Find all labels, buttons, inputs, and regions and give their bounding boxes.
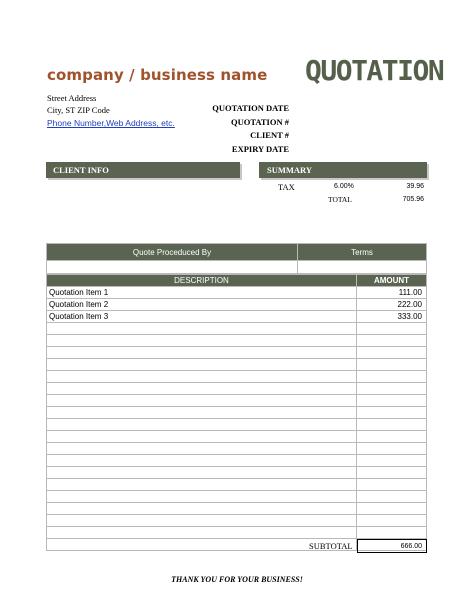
terms-value[interactable]	[298, 261, 427, 274]
item-description	[47, 467, 357, 479]
thank-you-message: THANK YOU FOR YOUR BUSINESS!	[171, 575, 303, 584]
item-amount	[357, 407, 427, 419]
item-amount	[357, 479, 427, 491]
item-description	[47, 419, 357, 431]
tax-label: TAX	[278, 182, 295, 192]
empty-table-row[interactable]	[47, 515, 427, 527]
empty-table-row[interactable]	[47, 419, 427, 431]
item-description	[47, 527, 357, 539]
expiry-date-label: EXPIRY DATE	[231, 144, 289, 154]
item-description	[47, 371, 357, 383]
item-amount	[357, 455, 427, 467]
item-amount	[357, 383, 427, 395]
item-amount: 222.00	[357, 299, 427, 311]
item-amount	[357, 359, 427, 371]
item-amount	[357, 467, 427, 479]
empty-table-row[interactable]	[47, 467, 427, 479]
quotation-date-label: QUOTATION DATE	[212, 103, 289, 113]
empty-table-row[interactable]	[47, 431, 427, 443]
description-header: DESCRIPTION	[47, 275, 357, 287]
empty-table-row[interactable]	[47, 383, 427, 395]
total-amount: 705.96	[402, 196, 424, 203]
item-amount: 333.00	[357, 311, 427, 323]
item-description	[47, 479, 357, 491]
summary-header	[259, 162, 427, 178]
item-description	[47, 395, 357, 407]
table-row[interactable]	[47, 311, 427, 323]
item-amount	[357, 503, 427, 515]
item-amount	[357, 335, 427, 347]
item-amount	[357, 515, 427, 527]
item-amount	[357, 419, 427, 431]
subtotal-amount: 666.00	[357, 539, 427, 553]
item-amount	[357, 395, 427, 407]
client-info-label: CLIENT INFO	[53, 165, 109, 175]
empty-table-row[interactable]	[47, 407, 427, 419]
tax-rate: 6.00%	[334, 183, 354, 190]
quote-proceduced-header: Quote Proceduced By	[47, 244, 298, 261]
empty-table-row[interactable]	[47, 503, 427, 515]
street-address: Street Address	[47, 93, 97, 103]
item-amount	[357, 323, 427, 335]
empty-table-row[interactable]	[47, 443, 427, 455]
contact-link[interactable]: Phone Number,Web Address, etc.	[47, 118, 175, 128]
quotation-number-label: QUOTATION #	[230, 117, 289, 127]
empty-table-row[interactable]	[47, 359, 427, 371]
item-description: Quotation Item 3	[47, 311, 357, 323]
city-state-zip: City, ST ZIP Code	[47, 105, 110, 115]
empty-table-row[interactable]	[47, 491, 427, 503]
item-amount	[357, 491, 427, 503]
empty-table-row[interactable]	[47, 455, 427, 467]
empty-table-row[interactable]	[47, 347, 427, 359]
table-row[interactable]	[47, 287, 427, 299]
item-description	[47, 431, 357, 443]
empty-table-row[interactable]	[47, 371, 427, 383]
item-amount	[357, 347, 427, 359]
client-info-header	[46, 162, 240, 178]
quote-proceduced-value[interactable]	[47, 261, 298, 274]
empty-table-row[interactable]	[47, 395, 427, 407]
item-description	[47, 443, 357, 455]
terms-header: Terms	[298, 244, 427, 261]
quote-info-table	[46, 243, 427, 274]
item-description	[47, 491, 357, 503]
item-description	[47, 455, 357, 467]
empty-table-row[interactable]	[47, 479, 427, 491]
item-description	[47, 407, 357, 419]
empty-table-row[interactable]	[47, 323, 427, 335]
item-description	[47, 335, 357, 347]
item-amount: 111.00	[357, 287, 427, 299]
summary-label: SUMMARY	[267, 165, 313, 175]
table-row[interactable]	[47, 299, 427, 311]
item-description	[47, 503, 357, 515]
item-amount	[357, 371, 427, 383]
empty-table-row[interactable]	[47, 527, 427, 539]
item-description	[47, 383, 357, 395]
item-description	[47, 323, 357, 335]
company-name: company / business name	[47, 66, 268, 84]
item-description	[47, 347, 357, 359]
tax-amount: 39.96	[406, 183, 424, 190]
client-number-label: CLIENT #	[250, 130, 289, 140]
item-description: Quotation Item 2	[47, 299, 357, 311]
subtotal-label: SUBTOTAL	[309, 541, 353, 551]
quotation-title: QUOTATION	[305, 54, 444, 87]
item-description	[47, 359, 357, 371]
item-amount	[357, 443, 427, 455]
item-description	[47, 515, 357, 527]
item-amount	[357, 431, 427, 443]
amount-header: AMOUNT	[357, 275, 427, 287]
item-description: Quotation Item 1	[47, 287, 357, 299]
total-label: TOTAL	[328, 195, 352, 204]
items-table	[46, 274, 427, 551]
item-amount	[357, 527, 427, 539]
empty-table-row[interactable]	[47, 335, 427, 347]
